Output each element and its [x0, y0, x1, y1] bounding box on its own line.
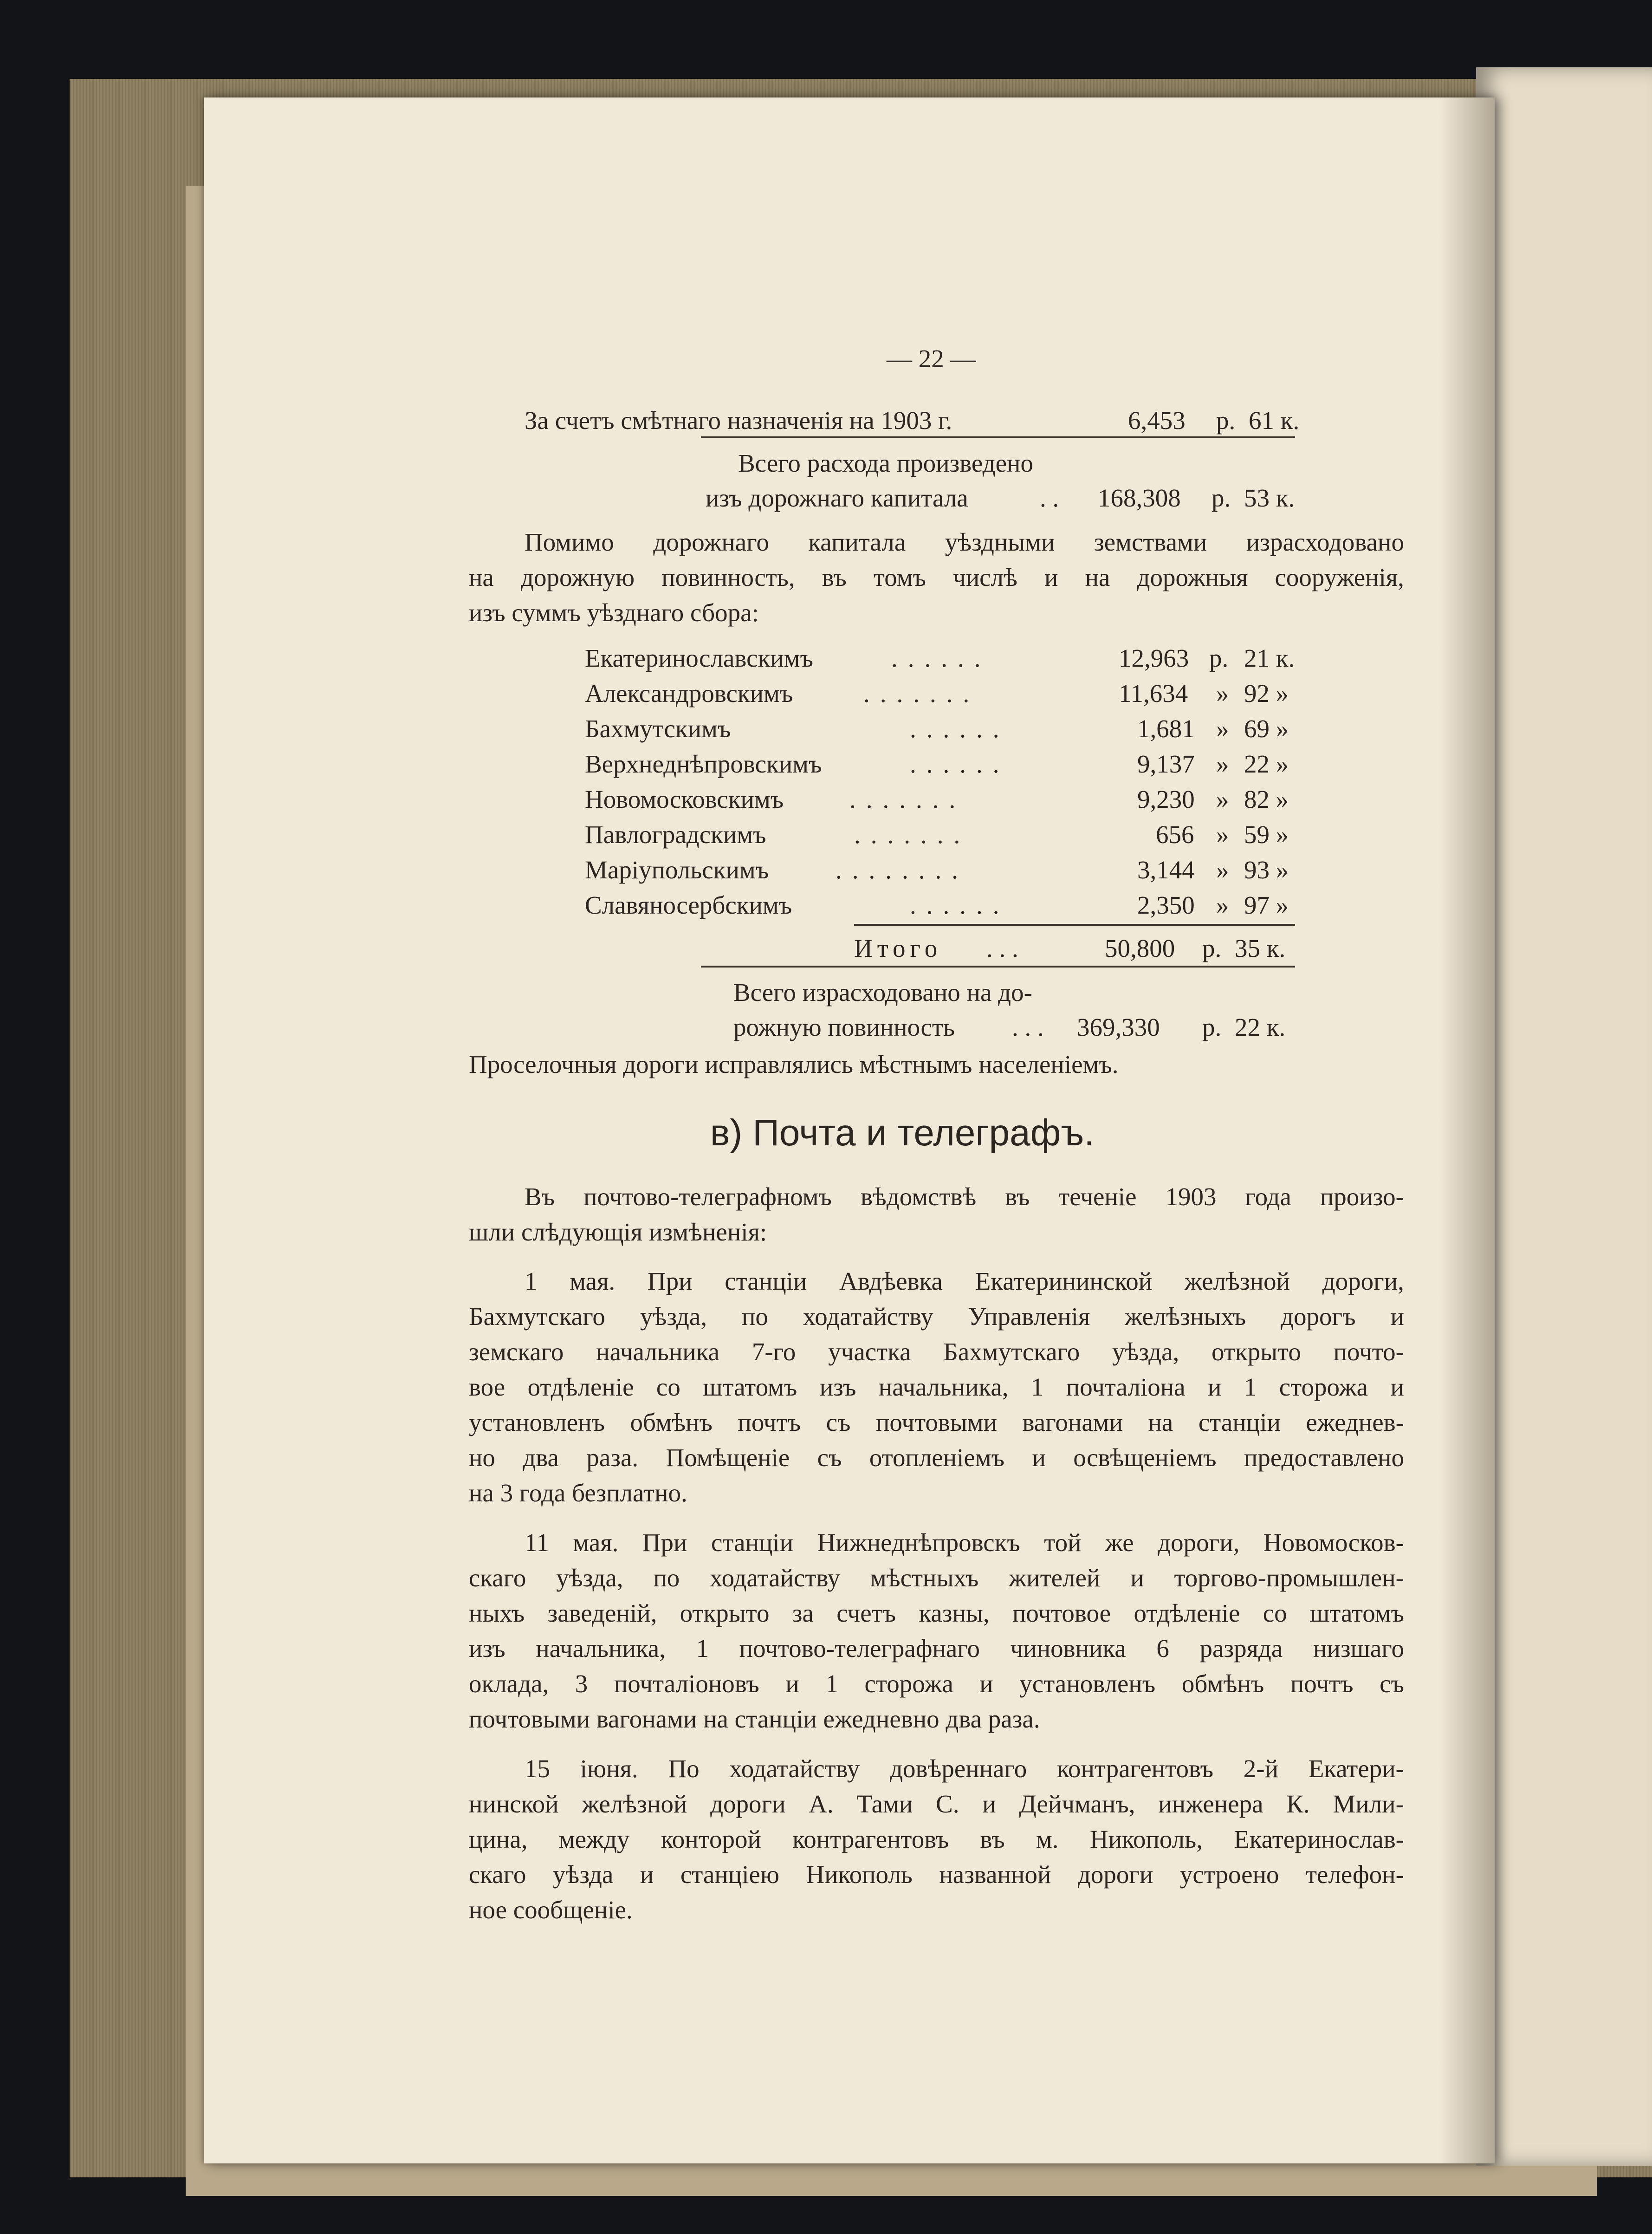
zemstvo-amount: 9,230: [1137, 785, 1195, 813]
paragraph-line: оклада, 3 почталіоновъ и 1 сторожа и установленъ обмѣнъ почтъ съ: [469, 1669, 1404, 1698]
table-total-r: р.: [1202, 934, 1222, 962]
road-capital-total-amount: 168,308: [1098, 484, 1181, 512]
zemstvo-kop: 82 »: [1244, 785, 1289, 813]
zemstvo-name: Екатеринославскимъ: [585, 644, 813, 672]
budget-line-label: За счетъ смѣтнаго назначенія на 1903 г.: [525, 406, 952, 435]
zemstvo-name: Славяносербскимъ: [585, 891, 792, 919]
zemstvo-amount: 3,144: [1137, 856, 1195, 884]
zemstvo-name: Верхнеднѣпровскимъ: [585, 750, 822, 778]
paragraph-line: земскаго начальника 7-го участка Бахмутскаго уѣзда, открыто почто-: [469, 1338, 1404, 1366]
zemstvo-unit: »: [1216, 820, 1229, 849]
paragraph-line: Бахмутскаго уѣзда, по ходатайству Управленія желѣзныхъ дорогъ и: [469, 1302, 1404, 1331]
book-page: [204, 97, 1495, 2163]
grand-total-label: рожную повинность: [733, 1013, 955, 1041]
adjacent-page-edge: [1476, 67, 1652, 2166]
zemstvo-unit: »: [1216, 679, 1229, 708]
paragraph-line: скаго уѣзда, по ходатайству мѣстныхъ жителей и торгово-промышлен-: [469, 1564, 1404, 1592]
paragraph-line: изъ суммъ уѣзднаго сбора:: [469, 598, 759, 627]
zemstvo-unit: »: [1216, 856, 1229, 884]
budget-line-kop: 61 к.: [1249, 406, 1300, 435]
paragraph-line: ное сообщеніе.: [469, 1896, 633, 1924]
table-rule-bottom: [701, 966, 1295, 968]
zemstvo-amount: 1,681: [1137, 714, 1195, 743]
budget-line-amount: 6,453: [1128, 406, 1186, 435]
zemstvo-unit: р.: [1209, 644, 1229, 672]
zemstvo-unit: »: [1216, 891, 1229, 919]
leader-dots: .......: [863, 679, 980, 708]
paragraph-line: 15 іюня. По ходатайству довѣреннаго контрагентовъ 2-й Екатери-: [525, 1754, 1404, 1783]
zemstvo-kop: 69 »: [1244, 714, 1289, 743]
table-total-kop: 35 к.: [1235, 934, 1286, 962]
leader-dots: .......: [849, 785, 966, 813]
leader-dots: ......: [891, 644, 991, 672]
table-total-amount: 50,800: [1105, 934, 1175, 962]
zemstvo-kop: 92 »: [1244, 679, 1289, 708]
paragraph-line: 1 мая. При станціи Авдѣевка Екатерининской желѣзной дороги,: [525, 1267, 1404, 1295]
paragraph-line: скаго уѣзда и станціею Никополь названной дороги устроено телефон-: [469, 1860, 1404, 1889]
road-capital-total-kop: 53 к.: [1244, 484, 1295, 512]
grand-total-dots: . . .: [1012, 1013, 1044, 1041]
section-heading: в) Почта и телеграфъ.: [710, 1112, 1095, 1153]
budget-line-rule: [701, 436, 1295, 438]
zemstvo-name: Новомосковскимъ: [585, 785, 784, 813]
table-total-label: Итого: [854, 934, 942, 962]
budget-line-r: р.: [1216, 406, 1236, 435]
grand-total-line1: Всего израсходовано на до-: [733, 978, 1032, 1007]
grand-total-amount: 369,330: [1077, 1013, 1160, 1041]
paragraph-line: Въ почтово-телеграфномъ вѣдомствѣ въ теченіе 1903 года произо-: [525, 1182, 1404, 1211]
paragraph-line: вое отдѣленіе со штатомъ изъ начальника, 1 почталіона и 1 сторожа и: [469, 1373, 1404, 1401]
paragraph-line: 11 мая. При станціи Нижнеднѣпровскъ той же дороги, Новомосков-: [525, 1528, 1404, 1557]
zemstvo-name: Павлоградскимъ: [585, 820, 766, 849]
paragraph-line: шли слѣдующія измѣненія:: [469, 1218, 767, 1246]
zemstvo-name: Маріупольскимъ: [585, 856, 769, 884]
zemstvo-amount: 12,963: [1119, 644, 1189, 672]
zemstvo-kop: 21 к.: [1244, 644, 1295, 672]
zemstvo-kop: 59 »: [1244, 820, 1289, 849]
zemstvo-amount: 11,634: [1119, 679, 1188, 708]
zemstvo-name: Бахмутскимъ: [585, 714, 731, 743]
leader-dots: ........: [836, 856, 968, 884]
paragraph-line: изъ начальника, 1 почтово-телеграфнаго чиновника 6 разряда низшаго: [469, 1634, 1404, 1663]
country-roads-note: Проселочныя дороги исправлялись мѣстнымъ населеніемъ.: [469, 1050, 1119, 1078]
paragraph-line: цина, между конторой контрагентовъ въ м. Никополь, Екатеринослав-: [469, 1825, 1404, 1853]
paragraph-line: нинской желѣзной дороги А. Тами С. и Дейчманъ, инженера К. Мили-: [469, 1790, 1404, 1818]
zemstvo-unit: »: [1216, 785, 1229, 813]
zemstvo-name: Александровскимъ: [585, 679, 793, 708]
table-total-dots: . . .: [986, 934, 1018, 962]
zemstvo-amount: 9,137: [1137, 750, 1195, 778]
paragraph-line: почтовыми вагонами на станціи ежедневно два раза.: [469, 1705, 1040, 1733]
road-capital-total-label: изъ дорожнаго капитала: [706, 484, 968, 512]
grand-total-r: р.: [1202, 1013, 1222, 1041]
leader-dots: .......: [854, 820, 971, 849]
leader-dots: ......: [910, 714, 1010, 743]
paragraph-line: установленъ обмѣнъ почтъ съ почтовыми вагонами на станціи ежеднев-: [469, 1408, 1404, 1436]
paragraph-line: Помимо дорожнаго капитала уѣздными земствами израсходовано: [525, 528, 1404, 556]
paragraph-line: ныхъ заведеній, открыто за счетъ казны, почтовое отдѣленіе со штатомъ: [469, 1599, 1404, 1627]
zemstvo-kop: 22 »: [1244, 750, 1289, 778]
zemstvo-amount: 2,350: [1137, 891, 1195, 919]
road-capital-total-dots: . .: [1040, 484, 1059, 512]
page-gutter-shadow: [1439, 97, 1495, 2163]
zemstvo-unit: »: [1216, 714, 1229, 743]
paragraph-line: но два раза. Помѣщеніе съ отопленіемъ и освѣщеніемъ предоставлено: [469, 1443, 1404, 1472]
table-rule-top: [854, 924, 1295, 926]
zemstvo-amount: 656: [1156, 820, 1194, 849]
grand-total-kop: 22 к.: [1235, 1013, 1286, 1041]
road-capital-total-r: р.: [1211, 484, 1231, 512]
page-number: — 22 —: [887, 344, 976, 373]
road-capital-total-line1: Всего расхода произведено: [738, 449, 1033, 477]
paragraph-line: на 3 года безплатно.: [469, 1479, 687, 1507]
leader-dots: ......: [910, 750, 1010, 778]
zemstvo-kop: 97 »: [1244, 891, 1289, 919]
paragraph-line: на дорожную повинность, въ томъ числѣ и на дорожныя сооруженія,: [469, 563, 1404, 591]
zemstvo-kop: 93 »: [1244, 856, 1289, 884]
leader-dots: ......: [910, 891, 1010, 919]
zemstvo-unit: »: [1216, 750, 1229, 778]
